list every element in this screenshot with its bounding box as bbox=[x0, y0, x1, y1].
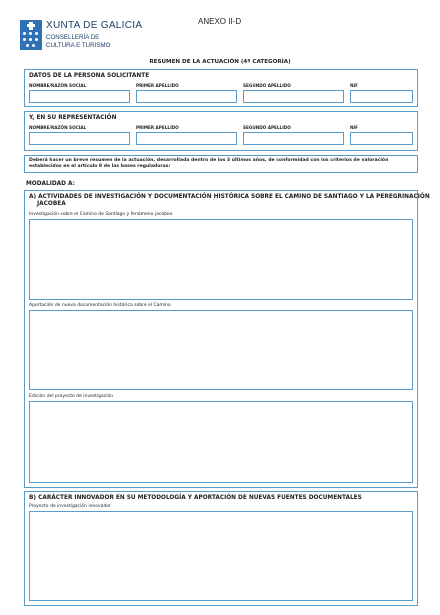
representative-name-field[interactable] bbox=[29, 132, 130, 145]
department-line-2: CULTURA E TURISMO bbox=[46, 41, 111, 49]
applicant-section-title: DATOS DE LA PERSONA SOLICITANTE bbox=[29, 73, 150, 79]
instructions-text: Deberá hacer un breve resumen de la actuación, desarrollada dentro de los 3 últimos años, de conformidad con los criterios de valoración establecidos en el artículo 8 de las bases reguladoras: bbox=[29, 158, 389, 169]
xunta-logo-icon bbox=[20, 20, 42, 50]
applicant-nif-field[interactable] bbox=[350, 90, 413, 103]
representative-surname1-label: PRIMER APELLIDO bbox=[136, 125, 179, 130]
modality-label: MODALIDAD A: bbox=[26, 181, 75, 187]
org-name: XUNTA DE GALICIA bbox=[46, 20, 143, 31]
section-a bbox=[24, 190, 430, 488]
applicant-section bbox=[24, 69, 418, 107]
representative-name-label: NOMBRE/RAZÓN SOCIAL bbox=[29, 125, 87, 130]
documentation-field-label: Aportación de nueva documentación histórica sobre el Camino bbox=[29, 303, 171, 308]
representative-surname1-field[interactable] bbox=[136, 132, 237, 145]
documentation-textarea[interactable] bbox=[29, 310, 413, 390]
applicant-name-label: NOMBRE/RAZÓN SOCIAL bbox=[29, 83, 87, 88]
department-name bbox=[46, 34, 110, 49]
representative-section bbox=[24, 111, 418, 151]
section-b bbox=[24, 491, 418, 606]
section-b-title: B) CARÁCTER INNOVADOR EN SU METODOLOGÍA Y APORTACIÓN DE NUEVAS FUENTES DOCUMENTALES bbox=[29, 495, 362, 501]
innovative-project-textarea[interactable] bbox=[29, 511, 413, 601]
representative-nif-label: NIF bbox=[350, 125, 358, 130]
applicant-nif-label: NIF bbox=[350, 83, 358, 88]
applicant-surname2-label: SEGUNDO APELLIDO bbox=[243, 83, 291, 88]
edition-textarea[interactable] bbox=[29, 401, 413, 483]
applicant-surname1-label: PRIMER APELLIDO bbox=[136, 83, 179, 88]
section-a-title-continued: JACOBEA bbox=[37, 201, 66, 207]
department-line-1: CONSELLERÍA DE bbox=[46, 34, 100, 41]
section-a-title: A) ACTIVIDADES DE INVESTIGACIÓN Y DOCUMENTACIÓN HISTÓRICA SOBRE EL CAMINO DE SANTIAGO Y LA PEREGRINACIÓN bbox=[29, 194, 430, 200]
representative-surname2-field[interactable] bbox=[243, 132, 344, 145]
innovative-project-label: Proyecto de investigación innovador bbox=[29, 504, 111, 509]
applicant-surname2-field[interactable] bbox=[243, 90, 344, 103]
annex-label: ANEXO II-D bbox=[198, 17, 242, 26]
representative-section-title: Y, EN SU REPRESENTACIÓN bbox=[29, 115, 117, 121]
research-field-label: Investigación sobre el Camino de Santiago y fenómeno jacobeo bbox=[29, 212, 173, 217]
document-title: RESUMEN DE LA ACTUACIÓN (4ª CATEGORÍA) bbox=[149, 59, 291, 65]
edition-field-label: Edición del proyecto de investigación bbox=[29, 394, 114, 399]
instructions-box bbox=[24, 155, 418, 173]
representative-nif-field[interactable] bbox=[350, 132, 413, 145]
research-textarea[interactable] bbox=[29, 219, 413, 300]
representative-surname2-label: SEGUNDO APELLIDO bbox=[243, 125, 291, 130]
applicant-name-field[interactable] bbox=[29, 90, 130, 103]
applicant-surname1-field[interactable] bbox=[136, 90, 237, 103]
